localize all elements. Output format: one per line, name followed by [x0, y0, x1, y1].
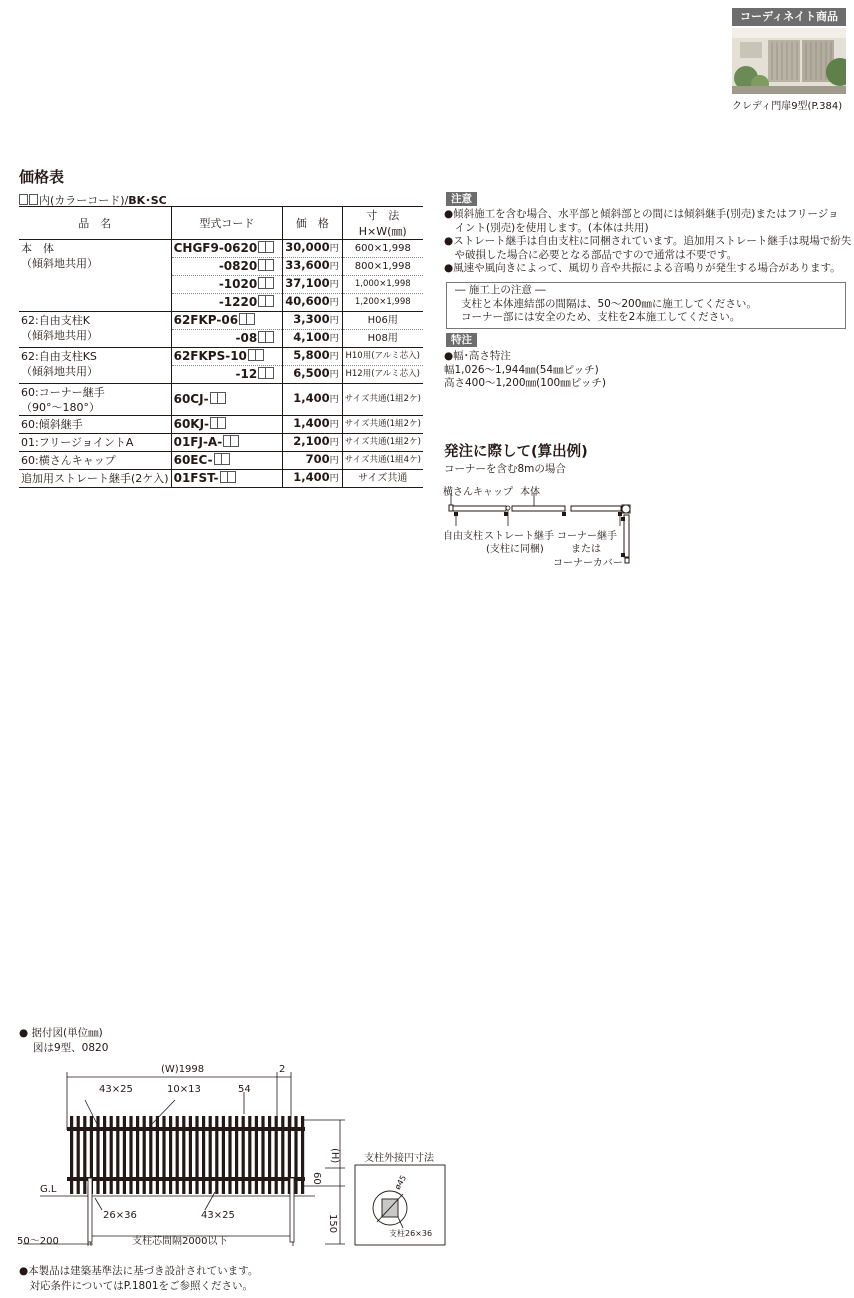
- product-name-line: （傾斜地共用）: [21, 365, 98, 378]
- color-note-codes: BK･SC: [128, 194, 167, 207]
- model-code: [171, 240, 283, 258]
- circle-diameter: ø45: [392, 1173, 409, 1192]
- price-value: 33,600: [285, 258, 330, 272]
- price-row: [19, 452, 423, 470]
- product-name-line: （傾斜地共用）: [21, 329, 98, 342]
- model-code-text: 62FKP-06: [173, 313, 239, 327]
- dim-slat: 10×13: [167, 1084, 201, 1095]
- header-size-line2: H×W(㎜): [358, 225, 407, 238]
- header-size: [342, 207, 423, 240]
- color-code-box-icon: [258, 331, 274, 343]
- product-name: [19, 434, 171, 452]
- yen-unit: 円: [329, 298, 339, 308]
- price-row: [19, 312, 423, 330]
- note-line: イント(別売)を使用します。(本体は共用): [444, 221, 649, 234]
- circle-detail-title: 支柱外接円寸法: [364, 1153, 434, 1164]
- order-label-post: 自由支柱: [443, 531, 483, 542]
- order-label-or: または: [571, 544, 601, 555]
- model-code: [171, 434, 283, 452]
- color-code-box-icon: [258, 277, 274, 289]
- order-label-cap: 横さんキャップ: [443, 487, 513, 498]
- price-value: 37,100: [285, 276, 330, 290]
- header-price: 価 格: [283, 207, 342, 240]
- size-cell: H12用(アルミ芯入): [342, 366, 423, 384]
- price-cell: [283, 384, 342, 416]
- construction-notes-box: [446, 282, 846, 329]
- dim-post: 26×36: [103, 1210, 137, 1221]
- yen-unit: 円: [329, 280, 339, 290]
- yen-unit: 円: [329, 244, 339, 254]
- size-cell: 1,200×1,998: [342, 294, 423, 312]
- color-code-box-icon: [210, 392, 226, 404]
- construction-note-line: コーナー部には安全のため、支柱を2本施工してください。: [461, 311, 741, 323]
- dim-post-spacing: 支柱芯間隔2000以下: [132, 1236, 228, 1247]
- dim-height: (H): [329, 1148, 340, 1164]
- size-cell: H10用(アルミ芯入): [342, 348, 423, 366]
- product-name-line: 60:横さんキャップ: [21, 454, 116, 467]
- dim-pitch: 54: [238, 1084, 251, 1095]
- product-name-line: 追加用ストレート継手(2ケ入): [21, 472, 169, 485]
- model-code-text: 60CJ-: [173, 392, 209, 406]
- price-cell: [283, 416, 342, 434]
- color-code-box-icon: [258, 295, 274, 307]
- price-value: 1,400: [293, 391, 330, 405]
- price-value: 1,400: [293, 416, 330, 430]
- price-cell: [283, 276, 342, 294]
- special-line: ●幅･高さ特注: [444, 350, 511, 362]
- dim-width: (W)1998: [161, 1064, 205, 1075]
- price-value: 1,400: [293, 470, 330, 484]
- model-code: [171, 330, 283, 348]
- price-value: 2,100: [293, 434, 330, 448]
- special-order-text: [444, 350, 606, 391]
- note-line: や破損した場合に必要となる部品ですので通常は不要です。: [444, 248, 738, 261]
- order-label-corner: コーナー継手: [557, 531, 617, 542]
- price-cell: [283, 452, 342, 470]
- model-code-text: -12: [235, 367, 258, 381]
- dim-gap: 2: [279, 1064, 286, 1075]
- yen-unit: 円: [329, 474, 339, 484]
- price-cell: [283, 348, 342, 366]
- price-row: [19, 240, 423, 258]
- price-value: 4,100: [293, 330, 330, 344]
- yen-unit: 円: [329, 456, 339, 466]
- price-value: 5,800: [293, 348, 330, 362]
- product-name-line: 60:コーナー継手: [21, 386, 105, 399]
- size-cell: サイズ共通(1組4ケ): [342, 452, 423, 470]
- color-code-box-icon: [29, 194, 38, 205]
- color-code-box-icon: [258, 367, 274, 379]
- product-name: [19, 416, 171, 434]
- model-code: [171, 366, 283, 384]
- price-value: 40,600: [285, 294, 330, 308]
- header-code: 型式コード: [171, 207, 283, 240]
- model-code: [171, 452, 283, 470]
- size-cell: 600×1,998: [342, 240, 423, 258]
- size-cell: 1,000×1,998: [342, 276, 423, 294]
- model-code-text: -1020: [218, 277, 258, 291]
- price-cell: [283, 434, 342, 452]
- product-name-line: （90°～180°）: [21, 401, 100, 414]
- color-code-box-icon: [19, 194, 28, 205]
- product-name-line: 01:フリージョイントA: [21, 436, 134, 449]
- notes-list: [444, 208, 852, 276]
- price-cell: [283, 294, 342, 312]
- install-subtitle: 図は9型、0820: [33, 1042, 109, 1054]
- yen-unit: 円: [329, 262, 339, 272]
- notes-label: 注意: [446, 192, 477, 206]
- model-code-text: 60EC-: [173, 453, 213, 467]
- price-table-title: 価格表: [19, 168, 65, 186]
- product-name-line: 62:自由支柱K: [21, 314, 90, 327]
- product-name: [19, 384, 171, 416]
- color-code-box-icon: [220, 471, 236, 483]
- note-line: ●風速や風向きによって、風切り音や共振による音鳴りが発生する場合があります。: [444, 262, 841, 274]
- color-code-box-icon: [248, 349, 264, 361]
- price-row: [19, 348, 423, 366]
- color-code-box-icon: [214, 453, 230, 465]
- product-name: [19, 470, 171, 488]
- price-cell: [283, 366, 342, 384]
- price-table: [19, 206, 423, 488]
- special-line: 幅1,026～1,944㎜(54㎜ピッチ): [444, 363, 599, 376]
- dim-bottom-gap: 60: [311, 1172, 322, 1185]
- yen-unit: 円: [329, 316, 339, 326]
- special-line: 高さ400～1,200㎜(100㎜ピッチ): [444, 377, 606, 389]
- price-value: 3,300: [293, 312, 330, 326]
- color-code-box-icon: [258, 241, 274, 253]
- model-code-text: -0820: [218, 259, 258, 273]
- order-example-diagram: [440, 478, 650, 578]
- price-value: 6,500: [293, 366, 330, 380]
- product-name-line: 本 体: [21, 242, 54, 255]
- yen-unit: 円: [329, 420, 339, 430]
- order-example-title: 発注に際して(算出例): [444, 444, 588, 460]
- color-code-box-icon: [210, 417, 226, 429]
- order-label-corner-cover: コーナーカバー: [553, 558, 623, 569]
- model-code: [171, 258, 283, 276]
- size-cell: サイズ共通: [342, 470, 423, 488]
- yen-unit: 円: [329, 438, 339, 448]
- price-value: 700: [305, 452, 330, 466]
- model-code: [171, 384, 283, 416]
- note-line: ●傾斜施工を含む場合、水平部と傾斜部との間には傾斜継手(別売)またはフリージョ: [444, 208, 839, 220]
- size-cell: サイズ共通(1組2ケ): [342, 384, 423, 416]
- order-label-body: 本体: [520, 487, 540, 498]
- product-name: [19, 312, 171, 348]
- product-name: [19, 452, 171, 470]
- product-name: [19, 348, 171, 384]
- ground-level-label: G.L: [40, 1184, 57, 1195]
- size-cell: サイズ共通(1組2ケ): [342, 434, 423, 452]
- product-name-line: 60:傾斜継手: [21, 418, 83, 431]
- order-label-joint: ストレート継手: [484, 531, 554, 542]
- price-row: [19, 470, 423, 488]
- dim-embed: 150: [327, 1214, 338, 1234]
- footer-line: 対応条件についてはP.1801をご参照ください。: [19, 1280, 254, 1292]
- model-code-text: -1220: [218, 295, 258, 309]
- header-name: 品 名: [19, 207, 171, 240]
- dim-rail-bottom: 43×25: [201, 1210, 235, 1221]
- model-code-text: CHGF9-0620: [173, 241, 258, 255]
- yen-unit: 円: [329, 334, 339, 344]
- price-value: 30,000: [285, 240, 330, 254]
- price-row: [19, 384, 423, 416]
- model-code: [171, 470, 283, 488]
- yen-unit: 円: [329, 395, 339, 405]
- color-note-prefix: 内(カラーコード)/: [39, 194, 129, 207]
- footer-line: ●本製品は建築基準法に基づき設計されています。: [19, 1265, 259, 1277]
- model-code: [171, 312, 283, 330]
- order-example-subtitle: コーナーを含む8mの場合: [444, 463, 566, 475]
- dim-rail: 43×25: [99, 1084, 133, 1095]
- install-title: ● 据付図(単位㎜): [19, 1027, 103, 1039]
- color-code-box-icon: [258, 259, 274, 271]
- price-cell: [283, 470, 342, 488]
- price-cell: [283, 258, 342, 276]
- header-size-line1: 寸 法: [366, 209, 400, 222]
- construction-note-line: 支柱と本体連結部の間隔は、50～200㎜に施工してください。: [461, 297, 757, 310]
- model-code-text: 62FKPS-10: [173, 349, 247, 363]
- price-table-body: [19, 240, 423, 488]
- product-name-line: （傾斜地共用）: [21, 257, 98, 270]
- price-row: [19, 434, 423, 452]
- price-row: [19, 416, 423, 434]
- size-cell: H08用: [342, 330, 423, 348]
- price-cell: [283, 330, 342, 348]
- model-code: [171, 276, 283, 294]
- coordinate-badge: コーディネイト商品: [732, 8, 846, 26]
- color-code-box-icon: [239, 313, 255, 325]
- model-code-text: 60KJ-: [173, 417, 210, 431]
- coordinate-product-photo: [732, 28, 846, 94]
- price-cell: [283, 312, 342, 330]
- model-code-text: -08: [235, 331, 258, 345]
- price-cell: [283, 240, 342, 258]
- yen-unit: 円: [329, 370, 339, 380]
- dim-offset: 50～200: [17, 1236, 59, 1247]
- model-code: [171, 416, 283, 434]
- yen-unit: 円: [329, 352, 339, 362]
- construction-notes-title: ― 施工上の注意 ―: [455, 284, 546, 296]
- size-cell: 800×1,998: [342, 258, 423, 276]
- model-code-text: 01FJ-A-: [173, 435, 223, 449]
- circle-post-size: 支柱26×36: [389, 1229, 433, 1238]
- note-line: ●ストレート継手は自由支柱に同梱されています。追加用ストレート継手は現場で紛失: [444, 235, 852, 247]
- product-name-line: 62:自由支柱KS: [21, 350, 97, 363]
- coordinate-caption: クレディ門扉9型(P.384): [732, 101, 843, 112]
- size-cell: H06用: [342, 312, 423, 330]
- model-code: [171, 294, 283, 312]
- install-drawing: [15, 1060, 455, 1255]
- product-name: [19, 240, 171, 312]
- color-code-box-icon: [223, 435, 239, 447]
- order-label-joint-note: (支柱に同梱): [486, 544, 544, 555]
- footer-note: [19, 1263, 258, 1293]
- size-cell: サイズ共通(1組2ケ): [342, 416, 423, 434]
- model-code: [171, 348, 283, 366]
- special-order-label: 特注: [446, 333, 477, 347]
- model-code-text: 01FST-: [173, 471, 219, 485]
